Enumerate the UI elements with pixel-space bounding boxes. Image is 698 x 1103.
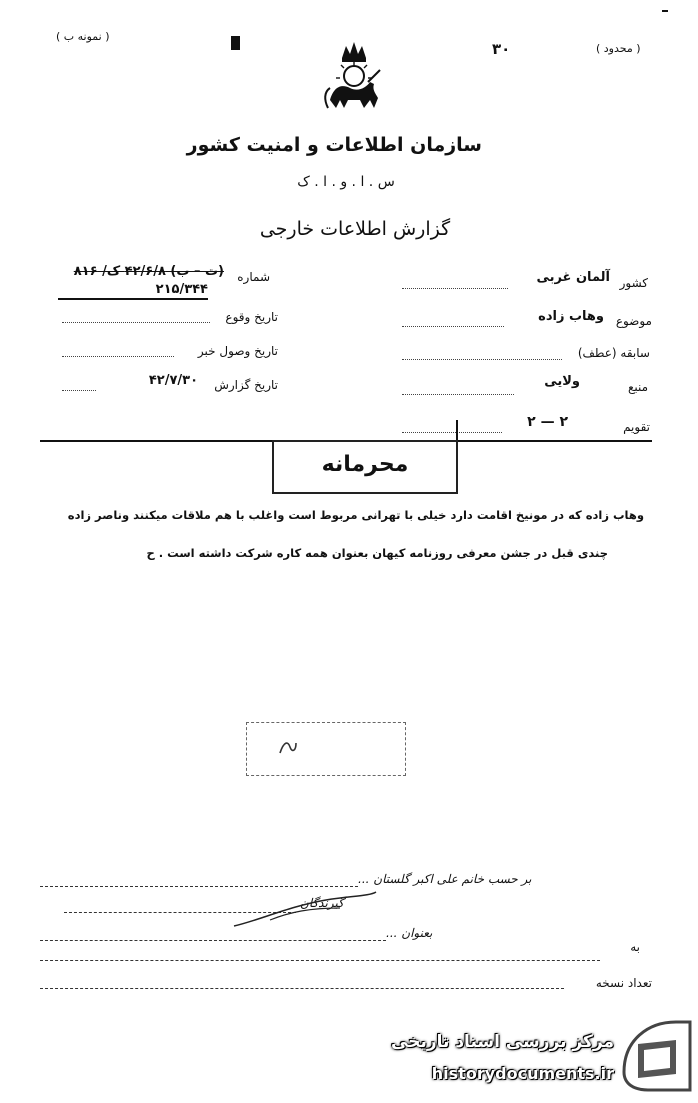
- reference-dotted-line: [402, 359, 562, 360]
- classification-label: ( محدود ): [596, 42, 641, 55]
- report-title: گزارش اطلاعات خارجی: [259, 218, 451, 240]
- body-line-1: وهاب زاده که در مونیخ اقامت دارد خیلی با تهرانی مربوط است واغلب با هم ملاقات میکنند وناصر زاده: [67, 508, 644, 522]
- news-receipt-date-label: تاریخ وصول خبر: [197, 344, 278, 358]
- subject-label: موضوع: [615, 314, 652, 328]
- event-date-dotted-line: [62, 322, 210, 323]
- organization-name: سازمان اطلاعات و امنیت کشور: [186, 134, 482, 156]
- country-label: کشور: [619, 276, 648, 290]
- watermark-title: مرکز بررسی اسناد تاریخی: [391, 1032, 614, 1052]
- scan-mark: [662, 10, 668, 12]
- evaluation-label: تقویم: [623, 420, 650, 434]
- source-value: ولایی: [544, 374, 580, 389]
- form-type-label: ( نمونه ب ): [56, 30, 110, 43]
- to-label: به: [630, 940, 640, 954]
- reference-label: سابقه (عطف): [577, 346, 650, 360]
- signature-icon: [230, 886, 380, 936]
- page-number: ۳۰: [492, 40, 511, 58]
- report-date-label: تاریخ گزارش: [214, 378, 278, 392]
- source-dotted-line: [402, 394, 514, 395]
- country-value: آلمان غربی: [536, 270, 610, 285]
- receipt-stamp: [246, 722, 406, 776]
- lion-and-sun-emblem-icon: [320, 38, 388, 114]
- handwritten-mark-icon: [276, 735, 300, 759]
- archive-logo-icon: [614, 1010, 698, 1099]
- confidential-stamp: [272, 440, 458, 494]
- copies-label: تعداد نسخه: [595, 976, 652, 990]
- subject-value: وهاب زاده: [538, 309, 604, 324]
- distribution-line-4: [40, 960, 600, 961]
- number-value-secondary: ۲۱۵/۳۴۴: [155, 282, 208, 297]
- number-underline: [58, 298, 208, 300]
- report-date-dotted-line: [62, 390, 96, 391]
- distribution-line-3: [40, 940, 386, 941]
- watermark-url: historydocuments.ir: [431, 1064, 614, 1083]
- news-receipt-date-dotted-line: [62, 356, 174, 357]
- event-date-label: تاریخ وقوع: [225, 310, 278, 324]
- recipients-label: گیرندگان: [300, 896, 344, 910]
- number-value-primary: (ت – ب) ۴۲/۶/۸ ک/ ۸۱۶: [73, 264, 224, 279]
- distribution-recipient-3: بعنوان ...: [386, 926, 433, 940]
- organization-abbreviation: س . ا . و . ا . ک: [297, 174, 395, 190]
- country-dotted-line: [402, 288, 508, 289]
- distribution-line-5: [40, 988, 564, 989]
- evaluation-value: ۲ — ۲: [527, 414, 568, 430]
- subject-dotted-line: [402, 326, 504, 327]
- body-line-2: چندی قبل در جشن معرفی روزنامه کیهان بعنوان همه کاره شرکت داشته است . ح: [146, 546, 608, 560]
- scan-mark: [231, 36, 240, 50]
- report-date-value: ۴۲/۷/۳۰: [148, 373, 198, 388]
- source-label: منبع: [627, 380, 648, 394]
- watermark-logo: [614, 1010, 698, 1099]
- distribution-recipient-1: بر حسب خانم علی اکبر گلستان ...: [358, 872, 532, 886]
- evaluation-dotted-line: [402, 432, 502, 433]
- stamp-text: محرمانه: [321, 452, 409, 477]
- number-label: شماره: [237, 270, 270, 284]
